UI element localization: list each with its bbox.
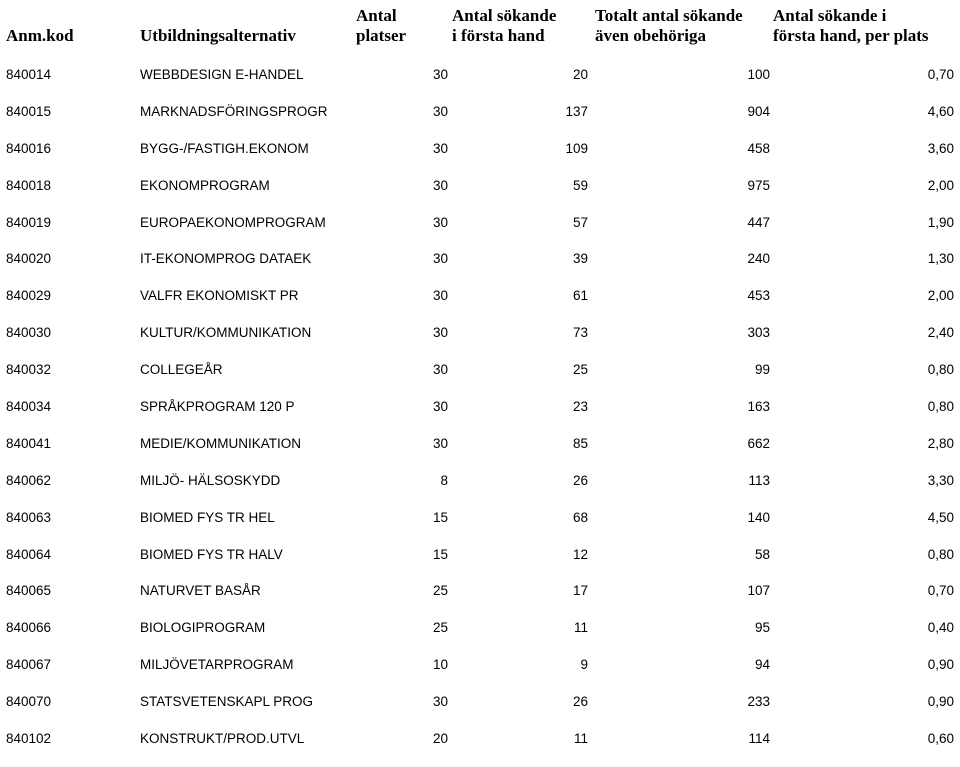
cell-totalt: 100 [747,67,770,82]
table-row [0,314,960,351]
cell-platser: 30 [432,399,448,415]
cell-totalt: 975 [747,177,770,193]
cell-totalt: 114 [748,731,770,747]
cell-alternativ: EUROPAEKONOMPROGRAM [140,214,326,230]
cell-kod: 840016 [6,140,52,156]
header-sokande-forsta: Antal sökande i första hand [452,6,557,45]
cell-platser: 30 [432,435,448,451]
cell-sokande: 26 [572,472,588,488]
cell-alternativ: KONSTRUKT/PROD.UTVL [140,731,305,747]
cell-platser: 30 [432,325,448,341]
cell-platser: 20 [432,731,448,747]
table-row [0,609,960,646]
cell-platser: 30 [432,251,448,267]
cell-alternativ: MILJÖ- HÄLSOSKYDD [140,472,281,488]
table-row [0,277,960,314]
table-row [0,93,960,130]
table-row [0,683,960,720]
cell-per-plats: 3,60 [927,140,954,156]
cell-alternativ: SPRÅKPROGRAM 120 P [140,399,295,415]
cell-per-plats: 1,30 [927,251,954,267]
cell-kod: 840018 [6,177,52,193]
cell-per-plats: 0,40 [927,620,954,636]
cell-alternativ: MILJÖVETARPROGRAM [140,657,294,673]
cell-alternativ: COLLEGEÅR [140,362,223,378]
cell-sokande: 23 [572,399,588,415]
cell-per-plats: 0,60 [927,731,954,747]
cell-platser: 30 [432,214,448,230]
cell-per-plats: 2,80 [927,435,954,451]
cell-sokande: 20 [572,67,588,82]
table-row [0,167,960,204]
cell-platser: 30 [432,103,448,119]
cell-sokande: 109 [565,140,588,156]
cell-kod: 840102 [6,731,52,747]
cell-alternativ: VALFR EKONOMISKT PR [140,288,299,304]
cell-kod: 840032 [6,362,52,378]
table-body [0,56,960,757]
cell-platser: 30 [432,694,448,710]
cell-platser: 15 [432,546,448,562]
cell-alternativ: BIOMED FYS TR HEL [140,509,275,525]
cell-per-plats: 0,70 [927,67,954,82]
cell-kod: 840030 [6,325,52,341]
cell-per-plats: 4,50 [927,509,954,525]
table-row [0,388,960,425]
cell-sokande: 61 [572,288,588,304]
cell-per-plats: 0,80 [927,546,954,562]
cell-totalt: 99 [754,362,770,378]
cell-sokande: 137 [565,103,588,119]
cell-platser: 30 [432,67,448,82]
cell-totalt: 113 [748,472,770,488]
cell-per-plats: 4,60 [927,103,954,119]
cell-totalt: 163 [747,399,770,415]
cell-sokande: 26 [572,694,588,710]
cell-kod: 840019 [6,214,52,230]
cell-kod: 840034 [6,399,52,415]
cell-sokande: 17 [572,583,588,599]
cell-alternativ: NATURVET BASÅR [140,583,261,599]
cell-sokande: 39 [572,251,588,267]
cell-alternativ: BIOLOGIPROGRAM [140,620,266,636]
cell-alternativ: IT-EKONOMPROG DATAEK [140,251,312,267]
cell-kod: 840070 [6,694,52,710]
cell-sokande: 25 [572,362,588,378]
cell-sokande: 12 [572,546,588,562]
cell-platser: 25 [432,583,448,599]
cell-alternativ: BIOMED FYS TR HALV [140,546,283,562]
cell-platser: 25 [432,620,448,636]
cell-alternativ: WEBBDESIGN E-HANDEL [140,67,304,82]
cell-per-plats: 2,00 [927,288,954,304]
cell-platser: 10 [432,657,448,673]
cell-kod: 840064 [6,546,52,562]
cell-alternativ: BYGG-/FASTIGH.EKONOM [140,140,309,156]
cell-kod: 840029 [6,288,52,304]
cell-totalt: 458 [747,140,770,156]
cell-alternativ: MEDIE/KOMMUNIKATION [140,435,302,451]
cell-sokande: 85 [572,435,588,451]
cell-per-plats: 0,80 [927,399,954,415]
table-row [0,240,960,277]
table-row [0,536,960,573]
cell-totalt: 453 [747,288,770,304]
header-kod: Anm.kod [6,26,74,45]
cell-kod: 840041 [6,435,52,451]
cell-totalt: 662 [747,435,770,451]
table-row [0,572,960,609]
cell-sokande: 11 [573,620,588,636]
header-totalt: Totalt antal sökande även obehöriga [595,6,743,45]
header-per-plats: Antal sökande i första hand, per plats [773,6,929,45]
table-row [0,462,960,499]
cell-alternativ: MARKNADSFÖRINGSPROGR [140,103,328,119]
table-row [0,351,960,388]
cell-platser: 30 [432,140,448,156]
cell-per-plats: 0,90 [927,694,954,710]
table-header [0,0,960,48]
table-row [0,425,960,462]
cell-alternativ: KULTUR/KOMMUNIKATION [140,325,312,341]
cell-per-plats: 3,30 [927,472,954,488]
cell-kod: 840062 [6,472,52,488]
cell-platser: 30 [432,288,448,304]
cell-totalt: 107 [747,583,770,599]
table-row [0,56,960,93]
cell-sokande: 73 [572,325,588,341]
cell-kod: 840067 [6,657,52,673]
cell-platser: 30 [432,177,448,193]
table-row [0,720,960,757]
cell-sokande: 68 [572,509,588,525]
table-row [0,130,960,167]
cell-kod: 840015 [6,103,52,119]
cell-totalt: 904 [747,103,770,119]
cell-sokande: 9 [580,657,588,673]
cell-totalt: 240 [747,251,770,267]
cell-per-plats: 2,00 [927,177,954,193]
cell-kod: 840066 [6,620,52,636]
cell-totalt: 303 [747,325,770,341]
cell-alternativ: EKONOMPROGRAM [140,177,270,193]
table-row [0,646,960,683]
cell-totalt: 94 [754,657,770,673]
cell-totalt: 140 [747,509,770,525]
cell-platser: 15 [432,509,448,525]
table-row [0,204,960,241]
cell-sokande: 11 [573,731,588,747]
cell-kod: 840065 [6,583,52,599]
header-platser: Antal platser [356,6,407,45]
header-alternativ: Utbildningsalternativ [140,26,296,45]
cell-per-plats: 2,40 [927,325,954,341]
cell-per-plats: 0,90 [927,657,954,673]
cell-per-plats: 1,90 [927,214,954,230]
table-row [0,499,960,536]
cell-totalt: 58 [754,546,770,562]
cell-totalt: 95 [754,620,770,636]
cell-kod: 840020 [6,251,52,267]
cell-platser: 8 [440,472,448,488]
cell-platser: 30 [432,362,448,378]
cell-kod: 840014 [6,67,52,82]
cell-sokande: 57 [572,214,588,230]
cell-totalt: 233 [747,694,770,710]
cell-per-plats: 0,80 [927,362,954,378]
cell-totalt: 447 [747,214,770,230]
cell-alternativ: STATSVETENSKAPL PROG [140,694,314,710]
cell-kod: 840063 [6,509,52,525]
cell-per-plats: 0,70 [927,583,954,599]
cell-sokande: 59 [572,177,588,193]
